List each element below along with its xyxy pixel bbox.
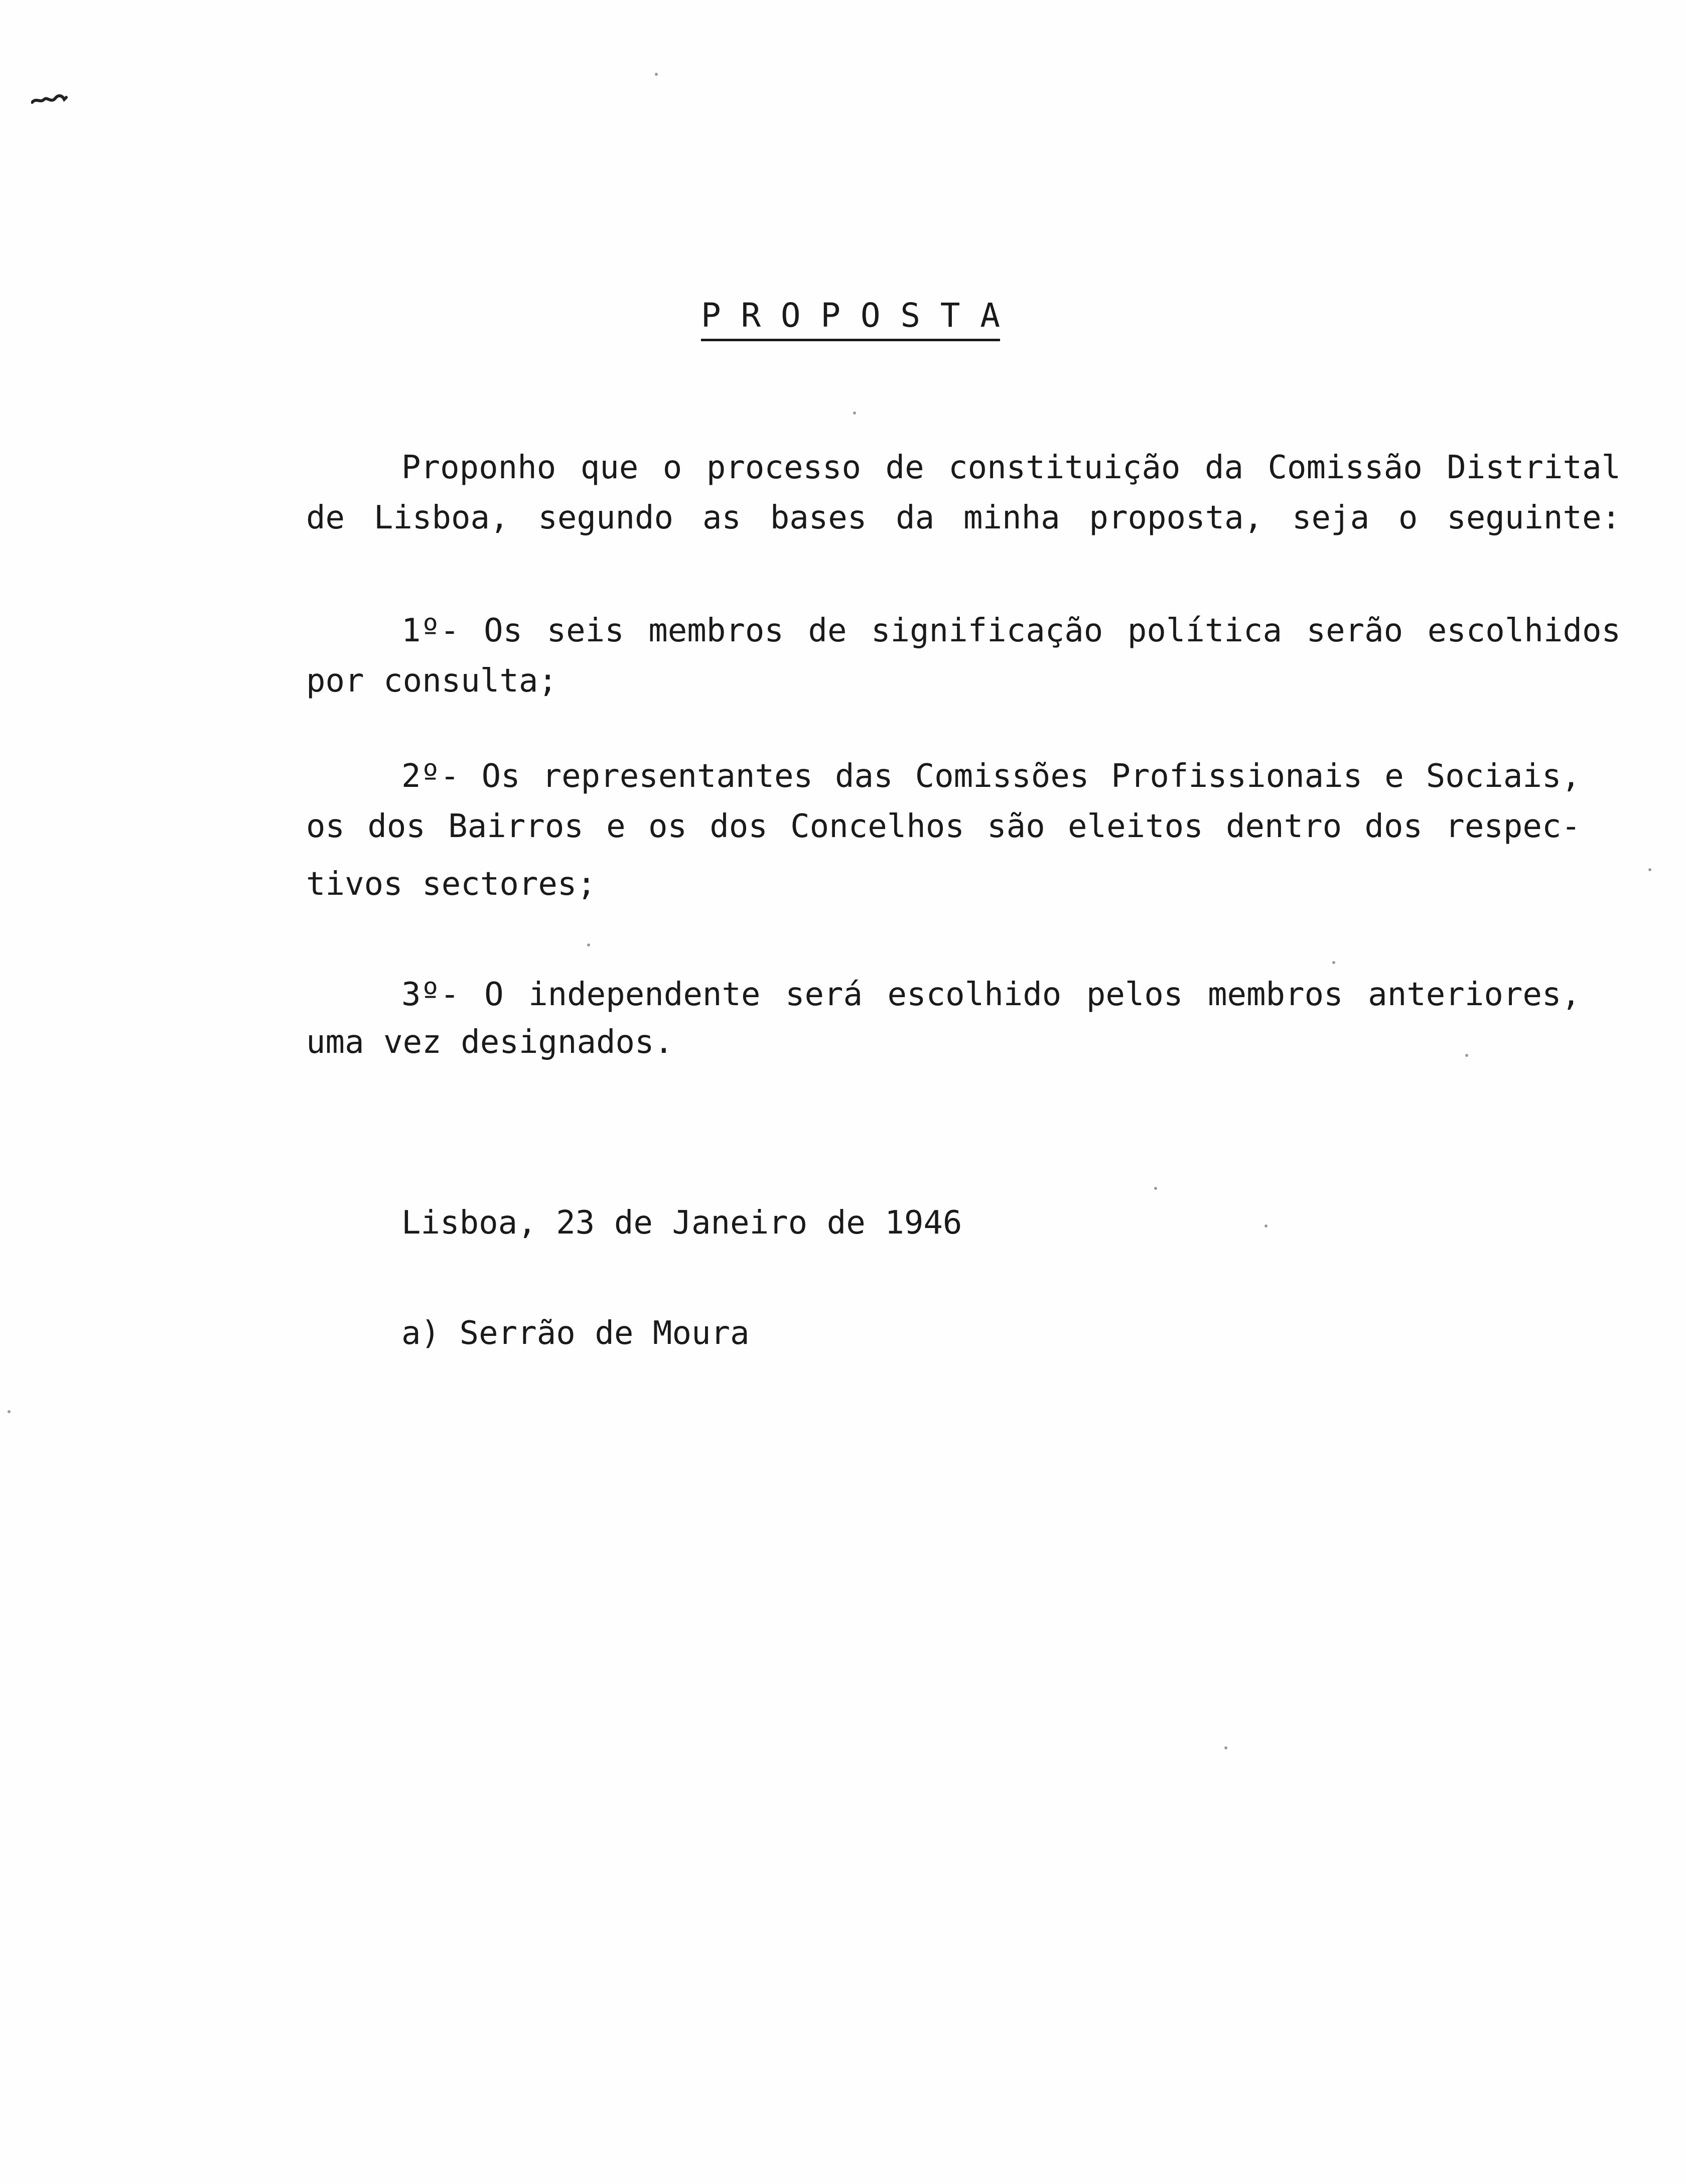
item-2-line-2: os dos Bairros e os dos Concelhos são eleitos dentro dos respec- [306, 808, 1581, 845]
document-signature: a) Serrão de Moura [401, 1315, 750, 1352]
item-1-line-1: 1º- Os seis membros de significação política serão escolhidos [401, 612, 1621, 649]
paper-speck [655, 73, 658, 76]
paper-speck [1648, 868, 1651, 871]
paper-speck [853, 412, 856, 415]
intro-line-2: de Lisboa, segundo as bases da minha proposta, seja o seguinte: [306, 499, 1621, 536]
corner-ink-mark [31, 91, 71, 106]
paper-speck [1224, 1746, 1227, 1749]
paper-speck [1332, 961, 1335, 964]
paper-speck [1465, 1054, 1468, 1057]
paper-speck [1154, 1187, 1157, 1190]
item-3-line-2: uma vez designados. [306, 1024, 674, 1061]
document-title [0, 296, 1686, 341]
paper-speck [8, 1410, 11, 1413]
item-2-line-3: tivos sectores; [306, 866, 596, 903]
title-text: P R O P O S T A [701, 296, 1000, 341]
item-1-line-2: por consulta; [306, 662, 557, 700]
intro-line-1: Proponho que o processo de constituição da Comissão Distrital [401, 449, 1621, 486]
item-3-line-1: 3º- O independente será escolhido pelos membros anteriores, [401, 976, 1581, 1013]
paper-speck [1264, 1224, 1268, 1227]
paper-speck [587, 943, 590, 946]
document-date: Lisboa, 23 de Janeiro de 1946 [401, 1204, 962, 1242]
item-2-line-1: 2º- Os representantes das Comissões Profissionais e Sociais, [401, 758, 1581, 795]
